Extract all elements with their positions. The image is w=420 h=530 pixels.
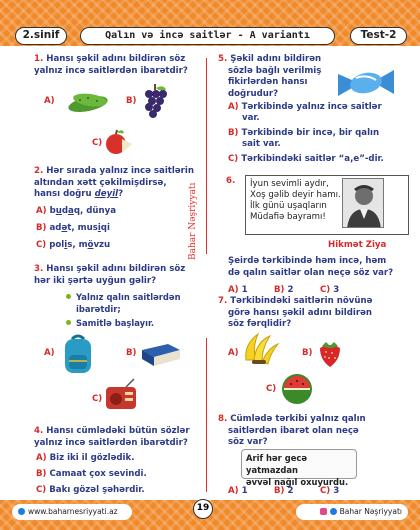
- instagram-icon: [320, 508, 327, 515]
- q2-option-c-seg2: s, m: [67, 240, 88, 250]
- q4-prompt: [34, 426, 204, 449]
- footer-website-text: www.baharnesriyyati.az: [28, 507, 118, 516]
- q2-option-c[interactable]: [36, 240, 110, 251]
- globe-icon: [18, 508, 25, 515]
- q5-option-c[interactable]: [228, 154, 384, 165]
- candy-icon: [334, 66, 398, 102]
- q5-line-2: sözlə bağlı verilmiş: [228, 65, 322, 76]
- q4-line-1: Hansı cümlədəki bütün sözlər: [46, 426, 190, 436]
- book-icon: [138, 340, 182, 368]
- bullet-icon: [66, 294, 71, 299]
- q3-line-2: hər iki şərtə uyğun gəlir?: [34, 275, 157, 286]
- q3-condition-1-text: Yalnız qalın saitlərdən: [76, 292, 181, 302]
- q5-number: 5.: [218, 54, 228, 64]
- q8-option-a[interactable]: [228, 486, 248, 497]
- q6-number: 6.: [226, 176, 236, 186]
- q5-prompt: [218, 54, 338, 100]
- q8-prompt: [218, 414, 404, 449]
- q2-line-3: hansı doğru deyil?: [34, 189, 124, 199]
- q6-number-wrap: [226, 176, 238, 188]
- q5-option-a-letter: A): [228, 102, 239, 112]
- poem-line-3: İlk günü uşaqların: [250, 201, 327, 211]
- q6-line-2: də qalın saitlər olan neçə söz var?: [228, 267, 394, 278]
- q7-option-a-letter: A): [228, 348, 239, 358]
- class-label: 2.sinif: [15, 27, 67, 45]
- q8-sentence-box: [241, 449, 357, 487]
- q4-option-a-letter: A): [36, 453, 47, 463]
- q1-option-c-letter: C): [92, 138, 103, 148]
- poem-line-1: İyun sevimli aydır,: [250, 179, 329, 189]
- q8-sentence-line-1: Arif hər gecə yatmazdan: [246, 453, 308, 475]
- q3-option-c-letter: C): [92, 394, 103, 404]
- q5-option-c-line-1: Tərkibindəki saitlər “a,e”-dir.: [241, 154, 384, 164]
- q6-option-c-letter: C): [320, 285, 331, 295]
- q1-prompt: [34, 54, 204, 77]
- q2-option-a[interactable]: [36, 206, 116, 217]
- q1-number: 1.: [34, 54, 44, 64]
- q5-option-b[interactable]: [228, 128, 379, 139]
- q8-option-a-value: 1: [241, 486, 248, 496]
- q6-option-b-value: 2: [287, 285, 294, 295]
- q1-option-a[interactable]: [44, 96, 58, 107]
- q4-option-b-letter: B): [36, 469, 47, 479]
- q6-option-c-value: 3: [333, 285, 340, 295]
- q6-option-a[interactable]: [228, 285, 248, 296]
- footer-social[interactable]: [296, 504, 408, 520]
- radio-icon: [104, 378, 138, 410]
- q5-option-a-line-2: var.: [242, 113, 260, 123]
- q2-option-b-seg1: ad: [49, 223, 62, 233]
- q2-option-a-underlined-1: u: [55, 206, 62, 216]
- q5-option-a[interactable]: [228, 102, 382, 113]
- q5-line-4: doğrudur?: [228, 88, 279, 99]
- q2-line-1: Hər sırada yalnız incə saitlərin: [46, 166, 194, 176]
- q8-option-b[interactable]: [274, 486, 293, 497]
- q2-option-b-underlined-1: ə: [61, 223, 68, 233]
- q8-option-c-value: 3: [333, 486, 340, 496]
- q1-option-b-letter: B): [126, 96, 137, 106]
- q2-option-b[interactable]: [36, 223, 110, 234]
- q6-option-c[interactable]: [320, 285, 339, 296]
- q5-option-b-letter: B): [228, 128, 239, 138]
- q3-condition-1-cont-text: ibarətdir;: [76, 304, 121, 314]
- poet-portrait-icon: [342, 178, 384, 228]
- cucumber-icon: [64, 88, 112, 116]
- q8-option-b-letter: B): [274, 486, 285, 496]
- q2-option-c-underlined-2: ö: [87, 240, 94, 250]
- q3-condition-1-cont: [76, 304, 121, 315]
- q3-number: 3.: [34, 264, 44, 274]
- q4-option-a-text: Biz iki il gözlədik.: [49, 453, 135, 463]
- q8-number: 8.: [218, 414, 228, 424]
- q6-option-a-value: 1: [241, 285, 248, 295]
- q5-option-b-line-1: Tərkibində bir incə, bir qalın: [241, 128, 380, 138]
- poem-line-4: Müdafiə bayramı!: [250, 212, 326, 222]
- q2-prompt: [34, 166, 204, 201]
- bananas-icon: [240, 330, 280, 366]
- q6-option-b[interactable]: [274, 285, 293, 296]
- q5-option-b-cont: [242, 139, 281, 150]
- q4-option-c-text: Bakı gözəl şəhərdir.: [49, 485, 145, 495]
- q5-option-b-line-2: sait var.: [242, 139, 281, 149]
- backpack-icon: [60, 333, 96, 377]
- q7-line-1: Tərkibindəki saitlərin növünə: [230, 296, 373, 306]
- q3-option-a-letter: A): [44, 348, 55, 358]
- q1-option-b[interactable]: [126, 96, 139, 107]
- worksheet-title: Qalın və incə saitlər - A variantı: [80, 27, 335, 45]
- q2-number: 2.: [34, 166, 44, 176]
- q5-option-a-cont: [242, 113, 260, 124]
- q3-condition-2-text: Samitlə başlayır.: [76, 318, 155, 328]
- q4-option-b[interactable]: [36, 469, 147, 480]
- grapes-icon: [140, 82, 170, 122]
- strawberry-icon: [316, 338, 344, 368]
- q2-option-a-seg2: d: [61, 206, 69, 216]
- q6-option-b-letter: B): [274, 285, 285, 295]
- q4-line-2: yalnız incə saitlərdən ibarətdir?: [34, 437, 188, 448]
- test-label: Test-2: [350, 27, 407, 45]
- q3-condition-1: [66, 292, 181, 303]
- q2-option-a-underlined-2: a: [68, 206, 74, 216]
- q7-line-3: söz fərqlidir?: [228, 319, 292, 329]
- footer-website[interactable]: [12, 504, 132, 520]
- q5-option-a-line-1: Tərkibində yalnız incə saitlər: [241, 102, 382, 112]
- q5-line-3: fikirlərdən hansı: [228, 77, 308, 87]
- q7-line-2: görə hansı şəkil adını bildirən: [228, 307, 373, 318]
- q2-option-c-underlined-1: i: [64, 240, 68, 250]
- q4-option-b-text: Camaat çox sevindi.: [49, 469, 147, 479]
- q8-line-3: söz var?: [228, 437, 268, 447]
- q2-option-b-seg2: t, mus: [67, 223, 98, 233]
- q8-option-a-letter: A): [228, 486, 239, 496]
- q6-option-a-letter: A): [228, 285, 239, 295]
- q8-option-c-letter: C): [320, 486, 331, 496]
- q5-line-1: Şəkil adını bildirən: [230, 54, 322, 64]
- q3-prompt: [34, 264, 204, 287]
- q2-option-b-seg3: qi: [100, 223, 110, 233]
- q7-prompt: [218, 296, 404, 331]
- apple-icon: [104, 127, 134, 157]
- q4-option-c-letter: C): [36, 485, 47, 495]
- q4-option-a[interactable]: [36, 453, 134, 464]
- facebook-icon: [330, 508, 337, 515]
- poet-name: Hikmət Ziya: [328, 240, 387, 250]
- q1-option-a-letter: A): [44, 96, 55, 106]
- q2-option-a-seg3: q, dünya: [73, 206, 117, 216]
- poem-line-2: Xoş gəlib deyir hamı.: [250, 190, 341, 200]
- q7-option-b-letter: B): [302, 348, 313, 358]
- q3-option-b-letter: B): [126, 348, 137, 358]
- q2-line-2: altından xətt çəkilmişdirsə,: [34, 177, 167, 188]
- q8-line-2: saitlərdən ibarət olan neçə: [228, 425, 359, 436]
- q4-option-c[interactable]: [36, 485, 145, 496]
- footer-social-text: Bahar Nəşriyyatı: [339, 507, 402, 516]
- q1-line-1: Hansı şəkil adını bildirən söz: [46, 54, 186, 64]
- q2-option-a-seg1: b: [49, 206, 56, 216]
- q6-line-1: Şeirdə tərkibində həm incə, həm: [228, 256, 387, 266]
- q2-option-c-seg1: pol: [49, 240, 65, 250]
- q7-number: 7.: [218, 296, 228, 306]
- q3-option-a[interactable]: [44, 348, 58, 359]
- q7-option-b[interactable]: [302, 348, 315, 359]
- watermelon-icon: [280, 372, 314, 406]
- q8-line-1: Cümlədə tərkibi yalnız qalın: [230, 414, 366, 424]
- q2-emphasis: deyil: [94, 189, 119, 199]
- page-number: 19: [193, 499, 213, 519]
- q1-line-2: yalnız incə saitlərdən ibarətdir?: [34, 65, 188, 76]
- q5-option-c-letter: C): [228, 154, 239, 164]
- q7-option-c[interactable]: [266, 384, 279, 395]
- q6-prompt: [228, 256, 410, 279]
- divider-line-top: [206, 58, 207, 254]
- q7-option-c-letter: C): [266, 384, 277, 394]
- q8-option-b-value: 2: [287, 486, 294, 496]
- q6-poem-box: [245, 175, 409, 235]
- divider-line-bottom: [206, 338, 207, 492]
- q3-condition-2: [66, 318, 154, 329]
- bullet-icon: [66, 320, 71, 325]
- q2-option-c-letter: C): [36, 240, 47, 250]
- side-publisher-label: Bahar Nəşriyyatı: [188, 182, 198, 260]
- q2-option-c-seg3: vzu: [93, 240, 111, 250]
- q2-option-b-letter: B): [36, 223, 47, 233]
- q4-number: 4.: [34, 426, 44, 436]
- q2-option-a-letter: A): [36, 206, 47, 216]
- q3-line-1: Hansı şəkil adını bildirən söz: [46, 264, 186, 274]
- q8-sentence-line-2: əvvəl nağıl oxuyurdu.: [246, 477, 349, 487]
- q2-option-b-underlined-2: i: [97, 223, 101, 233]
- q8-option-c[interactable]: [320, 486, 339, 497]
